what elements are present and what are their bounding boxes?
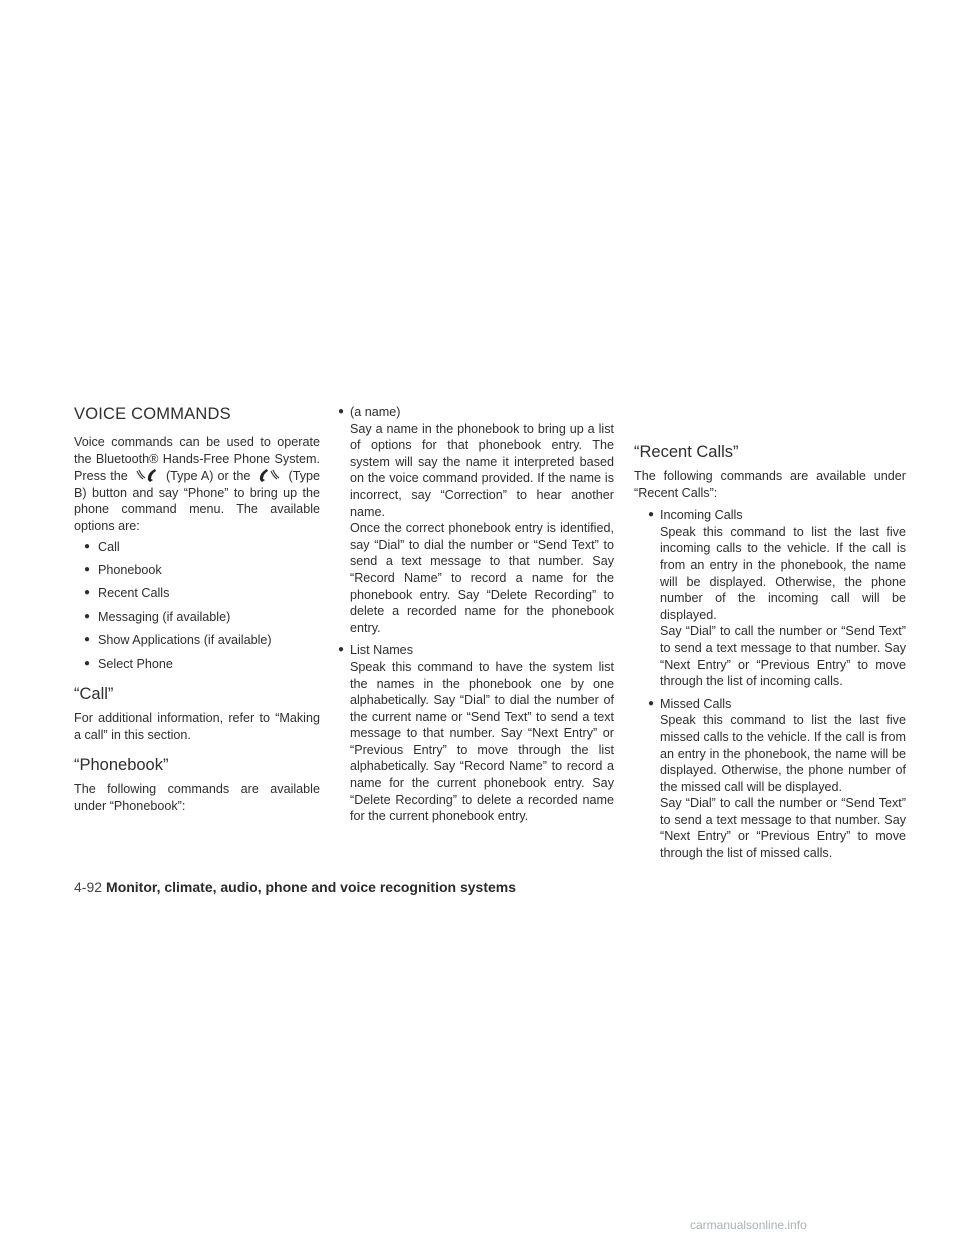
item-desc: Say a name in the phonebook to bring up a list of options for that phonebook entry. The system will say the name it interpreted based on the voice command provided. If the name is incorrect, say “Correction” to hear another name.: [350, 421, 614, 519]
phonebook-paragraph: The following commands are available under “Phonebook”:: [74, 782, 320, 813]
page-footer: [74, 878, 516, 896]
item-title: ● Missed Calls: [660, 696, 732, 711]
list-item: ● Call: [74, 539, 320, 556]
list-item: ● Recent Calls: [74, 585, 320, 602]
call-heading: “Call”: [74, 685, 114, 704]
item-desc: Speak this command to have the system list the names in the phonebook one by one alphabetically. Say “Dial” to dial the number of the current name or “Send Text” to send a text message to that number. Say “Next Entry” or “Previous Entry” to move through the list alphabetically. Say “Record Name” to record a name for the current phonebook entry. Say “Delete Recording” to delete a recorded name for the current phonebook entry.: [350, 659, 614, 824]
list-item: ● Show Applications (if available): [74, 632, 320, 649]
phonebook-commands-list: [338, 404, 614, 825]
list-item: [634, 696, 906, 862]
item-title: ● List Names: [350, 643, 413, 658]
item-title: ● (a name): [350, 405, 401, 419]
item-title: ● Incoming Calls: [660, 508, 743, 523]
recent-calls-list: [634, 507, 906, 861]
phone-voice-icon-type-b: [256, 467, 282, 483]
section-heading: VOICE COMMANDS: [74, 405, 231, 423]
phone-voice-icon-type-a: [134, 467, 160, 483]
list-item: [338, 642, 614, 825]
column-1: [74, 404, 320, 814]
item-desc: Speak this command to list the last five missed calls to the vehicle. If the call is from an entry in the phonebook, the name will be displayed. Otherwise, the phone number of the missed call will be displayed.: [660, 713, 906, 794]
section-title: Monitor, climate, audio, phone and voice recognition systems: [106, 879, 516, 895]
list-item: ● Messaging (if available): [74, 609, 320, 626]
item-desc: Once the correct phonebook entry is identified, say “Dial” to dial the number or “Send Text” to send a text message to that number. Say “Record Name” to record a name for the phonebook entry. Say “Delete Recording” to delete a recorded name for the phonebook entry.: [350, 521, 614, 635]
item-desc: Speak this command to list the last five incoming calls to the vehicle. If the call is from an entry in the phonebook, the name will be displayed. Otherwise, the phone number of the incoming call will be displayed.: [660, 524, 906, 622]
list-item: ● Phonebook: [74, 562, 320, 579]
list-item: [338, 404, 614, 636]
recent-calls-paragraph: The following commands are available under “Recent Calls”:: [634, 469, 906, 500]
column-2: [338, 404, 614, 831]
call-paragraph: For additional information, refer to “Making a call” in this section.: [74, 711, 320, 742]
intro-paragraph: Voice commands can be used to operate the Bluetooth® Hands-Free Phone System. Press the (Type A) or the (Type B) button and say “Phone” to bring up the phone command menu. The available options are:: [74, 435, 321, 533]
recent-calls-heading: “Recent Calls”: [634, 443, 739, 461]
watermark: carmanualsonline.info: [690, 1218, 807, 1232]
page-number: 4-92: [74, 879, 103, 895]
options-list: [74, 539, 320, 673]
item-desc: Say “Dial” to call the number or “Send Text” to send a text message to that number. Say “Next Entry” or “Previous Entry” to move through the list of missed calls.: [660, 796, 906, 861]
item-desc: Say “Dial” to call the number or “Send Text” to send a text message to that number. Say “Next Entry” or “Previous Entry” to move through the list of incoming calls.: [660, 624, 906, 689]
column-3: [634, 404, 906, 868]
phonebook-heading: “Phonebook”: [74, 756, 169, 775]
list-item: [634, 507, 906, 690]
list-item: ● Select Phone: [74, 656, 320, 673]
